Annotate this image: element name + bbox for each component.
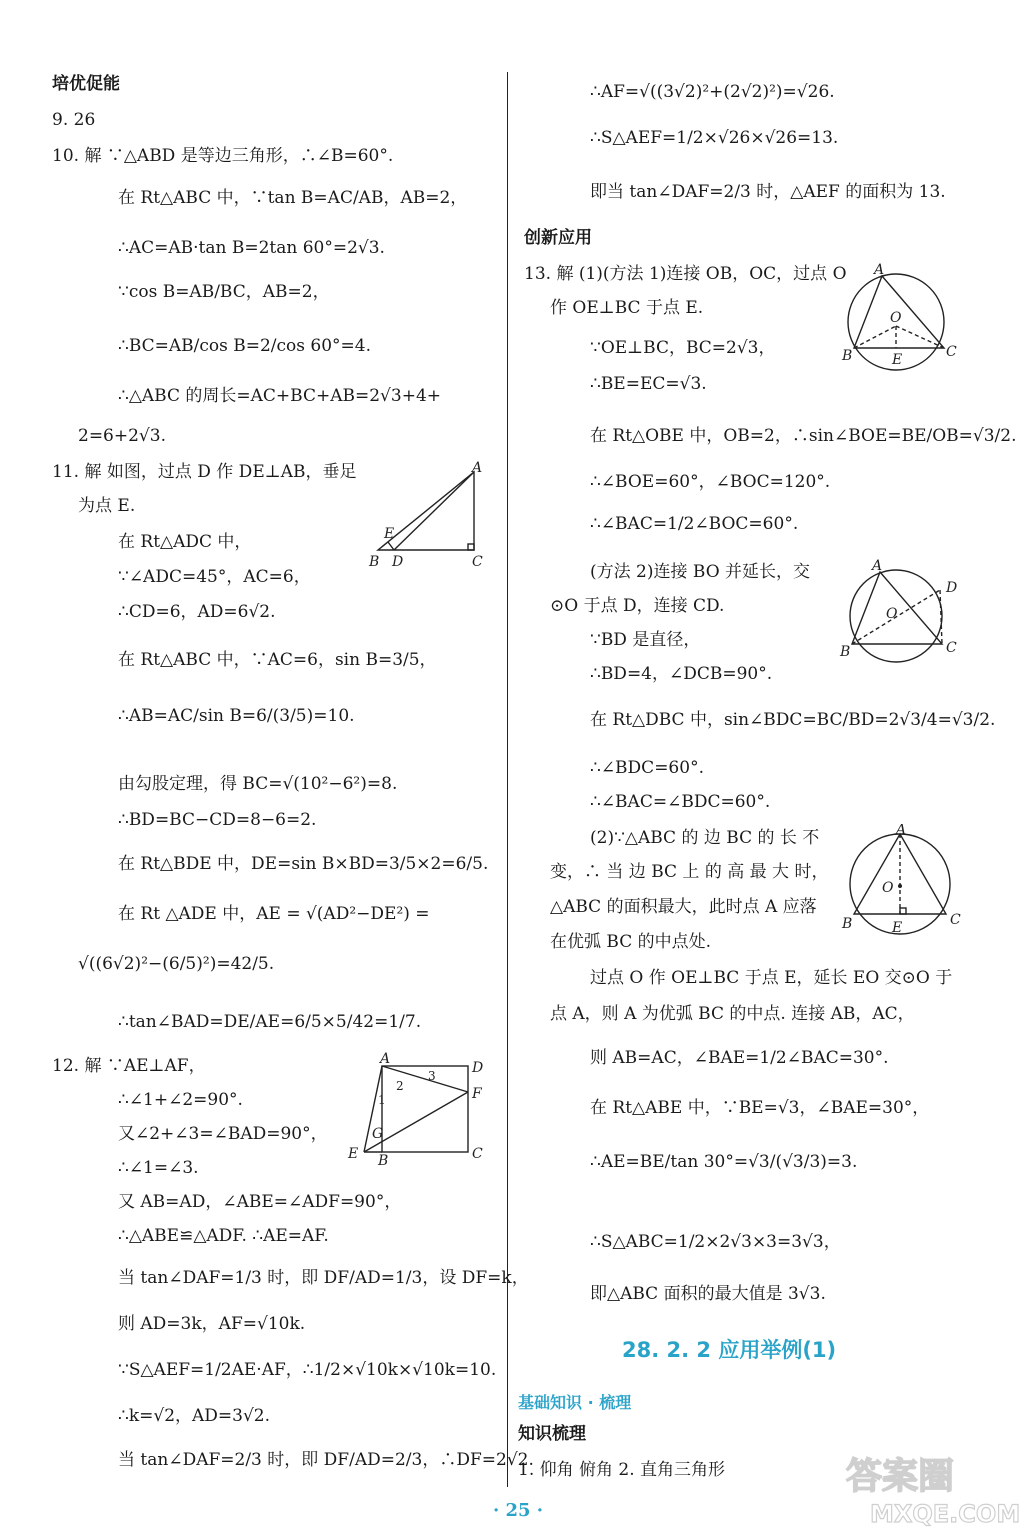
q12-line-2: 又∠2+∠3=∠BAD=90°， bbox=[118, 1124, 328, 1144]
q13-line-17: 在优弧 BC 的中点处. bbox=[550, 932, 712, 952]
fig13b-label-d: D bbox=[946, 580, 958, 596]
q10-line-1: 在 Rt△ABC 中，∵tan B=AC/AB，AB=2， bbox=[118, 188, 468, 208]
q10-line-2: ∴AC=AB·tan B=2tan 60°=2√3. bbox=[118, 238, 385, 258]
q13-line-24: 即△ABC 面积的最大值是 3√3. bbox=[590, 1284, 826, 1304]
q13-line-22: ∴AE=BE/tan 30°=√3/(√3/3)=3. bbox=[590, 1152, 858, 1172]
q11-line-1: 为点 E. bbox=[78, 496, 136, 516]
fig13c-label-o: O bbox=[882, 880, 894, 896]
fig12-label-a: A bbox=[380, 1052, 391, 1067]
fig12-label-e: E bbox=[348, 1146, 359, 1162]
q11-line-2: 在 Rt△ADC 中， bbox=[118, 532, 252, 552]
figure-q12-square bbox=[344, 1052, 494, 1166]
q13-line-4: 在 Rt△OBE 中，OB=2，∴sin∠BOE=BE/OB=√3/2. bbox=[590, 426, 1017, 446]
q12-cont-line-0: ∴AF=√((3√2)²+(2√2)²)=√26. bbox=[590, 82, 835, 102]
q12-line-7: 则 AD=3k，AF=√10k. bbox=[118, 1314, 306, 1334]
q10-line-0: 10. 解 ∵△ABD 是等边三角形，∴∠B=60°. bbox=[52, 146, 394, 166]
basic-knowledge-title: 基础知识 · 梳理 bbox=[518, 1393, 632, 1412]
q13-line-20: 则 AB=AC，∠BAE=1/2∠BAC=30°. bbox=[590, 1048, 889, 1068]
q11-line-6: ∴AB=AC/sin B=6/(3/5)=10. bbox=[118, 706, 355, 726]
fig13b-label-c: C bbox=[946, 640, 957, 656]
fig13c-label-a: A bbox=[896, 824, 907, 838]
q10-line-5: ∴△ABC 的周长=AC+BC+AB=2√3+4+ bbox=[118, 386, 441, 406]
fig13b-label-o: O bbox=[886, 606, 898, 622]
q13-line-8: ⊙O 于点 D，连接 CD. bbox=[550, 596, 725, 616]
q12-cont-line-2: 即当 tan∠DAF=2/3 时，△AEF 的面积为 13. bbox=[590, 182, 946, 202]
q10-line-4: ∴BC=AB/cos B=2/cos 60°=4. bbox=[118, 336, 372, 356]
fig12-angle-2: 2 bbox=[396, 1079, 404, 1093]
fig13a-label-o: O bbox=[890, 310, 902, 326]
q11-line-11: √((6√2)²−(6/5)²)=42/5. bbox=[78, 954, 275, 974]
figure-q11-triangle bbox=[366, 460, 486, 580]
q11-line-10: 在 Rt △ADE 中，AE = √(AD²−DE²) = bbox=[118, 904, 430, 924]
figure-q13-method1 bbox=[838, 260, 968, 380]
q13-line-21: 在 Rt△ABE 中，∵BE=√3，∠BAE=30°， bbox=[590, 1098, 930, 1118]
q11-line-3: ∵∠ADC=45°，AC=6， bbox=[118, 567, 311, 587]
q13-line-13: ∴∠BAC=∠BDC=60°. bbox=[590, 792, 771, 812]
q11-line-7: 由勾股定理，得 BC=√(10²−6²)=8. bbox=[118, 774, 398, 794]
fig13b-label-a: A bbox=[872, 558, 883, 574]
q13-line-2: ∵OE⊥BC，BC=2√3， bbox=[590, 338, 776, 358]
answer-9: 9. 26 bbox=[52, 110, 96, 130]
q13-line-15: 变，∴ 当 边 BC 上 的 高 最 大 时， bbox=[550, 862, 829, 882]
figure-q13-part2 bbox=[838, 824, 968, 944]
q12-cont-line-1: ∴S△AEF=1/2×√26×√26=13. bbox=[590, 128, 839, 148]
q13-line-16: △ABC 的面积最大，此时点 A 应落 bbox=[550, 897, 817, 917]
fig13c-label-c: C bbox=[950, 912, 961, 928]
q12-line-1: ∴∠1+∠2=90°. bbox=[118, 1090, 243, 1110]
fig12-label-f: F bbox=[472, 1086, 482, 1102]
q13-line-10: ∴BD=4，∠DCB=90°. bbox=[590, 664, 773, 684]
section-title-chuangxin: 创新应用 bbox=[524, 228, 592, 248]
q13-line-12: ∴∠BDC=60°. bbox=[590, 758, 704, 778]
q10-line-3: ∵cos B=AB/BC，AB=2， bbox=[118, 282, 330, 302]
q13-line-1: 作 OE⊥BC 于点 E. bbox=[550, 298, 704, 318]
q12-line-10: 当 tan∠DAF=2/3 时，即 DF/AD=2/3，∴DF=2√2. bbox=[118, 1450, 534, 1470]
q13-line-0: 13. 解 (1)(方法 1)连接 OB，OC，过点 O bbox=[524, 264, 847, 284]
svg-text:答案圈: 答案圈 bbox=[846, 1456, 955, 1497]
q12-line-5: ∴△ABE≌△ADF. ∴AE=AF. bbox=[118, 1226, 329, 1246]
fig11-label-a: A bbox=[472, 460, 483, 476]
knowledge-summary-title: 知识梳理 bbox=[518, 1424, 586, 1444]
q11-line-0: 11. 解 如图，过点 D 作 DE⊥AB，垂足 bbox=[52, 462, 357, 482]
q13-line-18: 过点 O 作 OE⊥BC 于点 E，延长 EO 交⊙O 于 bbox=[590, 968, 953, 988]
knowledge-summary-line: 1. 仰角 俯角 2. 直角三角形 bbox=[518, 1460, 726, 1480]
q11-line-12: ∴tan∠BAD=DE/AE=6/5×5/42=1/7. bbox=[118, 1012, 422, 1032]
figure-q13-method2 bbox=[838, 556, 968, 666]
q10-line-6: 2=6+2√3. bbox=[78, 426, 166, 446]
q12-line-9: ∴k=√2，AD=3√2. bbox=[118, 1406, 271, 1426]
page-number: · 25 · bbox=[492, 1500, 544, 1521]
q13-line-14: (2)∵△ABC 的 边 BC 的 长 不 bbox=[590, 828, 820, 848]
q13-line-7: (方法 2)连接 BO 并延长，交 bbox=[590, 562, 811, 582]
section-title-peiyou: 培优促能 bbox=[52, 74, 120, 94]
fig11-label-e: E bbox=[384, 526, 395, 542]
q12-line-4: 又 AB=AD，∠ABE=∠ADF=90°， bbox=[118, 1192, 402, 1212]
fig12-label-d: D bbox=[472, 1060, 484, 1076]
q13-line-6: ∴∠BAC=1/2∠BOC=60°. bbox=[590, 514, 799, 534]
chapter-title: 28. 2. 2 应用举例(1) bbox=[622, 1338, 837, 1362]
q13-line-3: ∴BE=EC=√3. bbox=[590, 374, 707, 394]
fig11-label-b: B bbox=[369, 554, 380, 570]
watermark-logo bbox=[840, 1440, 1030, 1530]
q13-line-5: ∴∠BOE=60°，∠BOC=120°. bbox=[590, 472, 831, 492]
q13-line-23: ∴S△ABC=1/2×2√3×3=3√3， bbox=[590, 1232, 841, 1252]
fig13a-label-c: C bbox=[946, 344, 957, 360]
fig11-label-d: D bbox=[392, 554, 404, 570]
q11-line-9: 在 Rt△BDE 中，DE=sin B×BD=3/5×2=6/5. bbox=[118, 854, 489, 874]
fig13b-label-b: B bbox=[840, 644, 851, 660]
fig12-angle-1: 1 bbox=[378, 1093, 386, 1107]
q12-line-8: ∵S△AEF=1/2AE·AF，∴1/2×√10k×√10k=10. bbox=[118, 1360, 497, 1380]
q12-line-3: ∴∠1=∠3. bbox=[118, 1158, 199, 1178]
fig12-label-b: B bbox=[378, 1153, 389, 1166]
q11-line-4: ∴CD=6，AD=6√2. bbox=[118, 602, 276, 622]
q13-line-11: 在 Rt△DBC 中，sin∠BDC=BC/BD=2√3/4=√3/2. bbox=[590, 710, 996, 730]
fig13a-label-b: B bbox=[842, 348, 853, 364]
q11-line-8: ∴BD=BC−CD=8−6=2. bbox=[118, 810, 317, 830]
fig13a-label-a: A bbox=[874, 262, 885, 278]
fig12-label-c: C bbox=[472, 1146, 483, 1162]
fig12-label-g: G bbox=[372, 1126, 384, 1142]
fig11-label-c: C bbox=[472, 554, 483, 570]
q13-line-9: ∵BD 是直径， bbox=[590, 630, 701, 650]
fig13c-label-b: B bbox=[842, 916, 853, 932]
fig13c-label-e: E bbox=[892, 920, 903, 936]
q13-line-19: 点 A，则 A 为优弧 BC 的中点. 连接 AB，AC， bbox=[550, 1004, 915, 1024]
q12-line-6: 当 tan∠DAF=1/3 时，即 DF/AD=1/3，设 DF=k， bbox=[118, 1268, 529, 1288]
q12-line-0: 12. 解 ∵AE⊥AF， bbox=[52, 1056, 206, 1076]
fig12-angle-3: 3 bbox=[428, 1069, 436, 1083]
fig13a-label-e: E bbox=[892, 352, 903, 368]
q11-line-5: 在 Rt△ABC 中，∵AC=6，sin B=3/5， bbox=[118, 650, 437, 670]
svg-text:MXQE.COM: MXQE.COM bbox=[870, 1500, 1021, 1528]
